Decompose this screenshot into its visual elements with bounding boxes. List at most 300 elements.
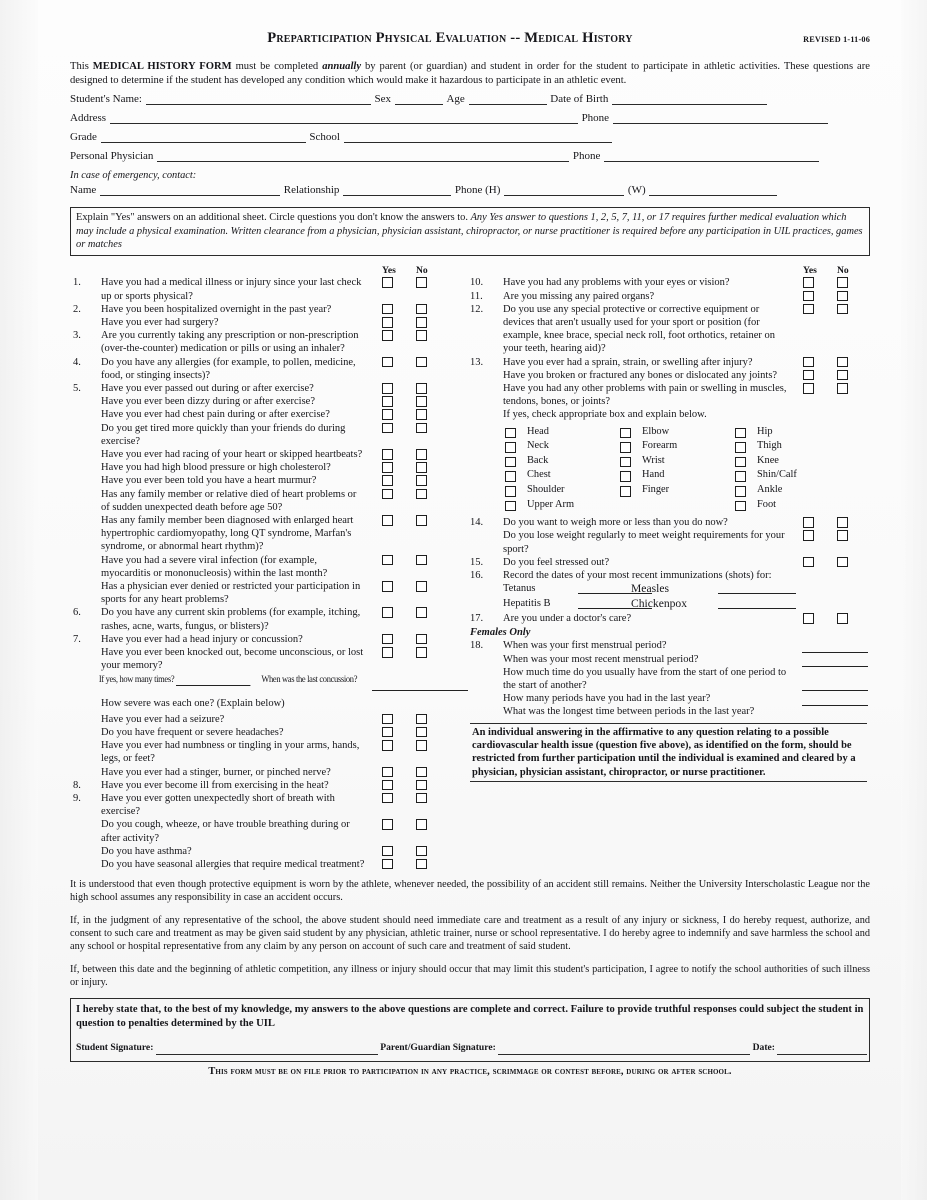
question-row: [70, 792, 470, 818]
question-row: [70, 303, 470, 316]
questions-right-column: [470, 265, 870, 871]
yes-checkbox[interactable]: [382, 489, 393, 500]
question-17-text: Are you under a doctor's care?: [503, 613, 632, 625]
no-checkbox[interactable]: [416, 819, 427, 830]
no-checkbox[interactable]: [416, 607, 427, 618]
question-17-yes-checkbox[interactable]: [803, 613, 814, 624]
question-row: [70, 408, 470, 421]
no-checkbox[interactable]: [416, 846, 427, 857]
immunizations-prompt: Record the dates of your most recent immunizations (shots) for:: [503, 570, 772, 582]
question-checkboxes: [382, 607, 472, 619]
question-text: If yes, check appropriate box and explain below.: [503, 409, 707, 421]
body-part-checkbox[interactable]: [620, 486, 631, 497]
student-signature-label: Student Signature:: [76, 1041, 154, 1053]
body-part-item[interactable]: [503, 439, 618, 454]
field-row-name: [70, 93, 870, 112]
body-part-checkbox[interactable]: [620, 457, 631, 468]
yes-checkbox[interactable]: [382, 449, 393, 460]
question-row: [470, 382, 870, 408]
body-part-checkbox[interactable]: [620, 442, 631, 453]
relationship-input[interactable]: [343, 184, 451, 196]
personal-physician-input[interactable]: [157, 150, 569, 162]
cardiovascular-note-box: An individual answering in the affirmative to any question relating to a possible cardiovascular health issue (question five above), as identified on the form, should be restricted from further participation until the individual is examined and cleared by a physician, physician assistant, chiropractor, or nurse practitioner.: [470, 723, 867, 783]
body-part-label: Ankle: [757, 484, 783, 496]
question-checkboxes: [382, 555, 472, 567]
yes-checkbox[interactable]: [382, 859, 393, 870]
legal-paragraph-1: It is understood that even though protective equipment is worn by the athlete, whenever needed, the possibility of an accident still remains. Neither the University Interscholastic League nor the high school assumes any responsibility in case an accident occurs.: [70, 879, 870, 904]
concussion-howmany-input[interactable]: [176, 675, 250, 686]
body-part-item[interactable]: [618, 483, 733, 498]
yes-checkbox[interactable]: [803, 277, 814, 288]
question-17-number: 17.: [470, 613, 484, 625]
yes-checkbox[interactable]: [382, 846, 393, 857]
question-row: [470, 290, 870, 303]
yes-checkbox[interactable]: [803, 304, 814, 315]
no-checkbox[interactable]: [837, 370, 848, 381]
question-text: Do you want to weigh more or less than you do now?: [503, 517, 728, 529]
yes-checkbox[interactable]: [382, 581, 393, 592]
no-checkbox[interactable]: [837, 557, 848, 568]
students-name-input[interactable]: [146, 93, 371, 105]
page-title: Preparticipation Physical Evaluation -- Medical History: [267, 30, 633, 46]
question-text: Have you ever had chest pain during or after exercise?: [101, 409, 330, 421]
question-row: [70, 606, 470, 632]
left-yes-label: Yes: [382, 265, 396, 277]
date-label: Date:: [752, 1041, 775, 1053]
field-row-emergency-name: [70, 184, 870, 203]
yes-checkbox[interactable]: [382, 357, 393, 368]
question-row: [70, 739, 470, 765]
body-part-label: Forearm: [642, 440, 678, 452]
yes-checkbox[interactable]: [803, 291, 814, 302]
question-row: [70, 633, 470, 646]
question-18-row: [470, 666, 870, 692]
question-checkboxes: [382, 515, 472, 527]
question-checkboxes: [382, 647, 472, 659]
question-number: 8.: [73, 779, 81, 791]
body-part-label: Elbow: [642, 425, 670, 437]
question-text: Has any family member or relative died of heart problems or of sudden unexpected death before age 50?: [101, 488, 357, 513]
question-number: 5.: [73, 383, 81, 395]
sex-input[interactable]: [395, 93, 443, 105]
no-checkbox[interactable]: [416, 714, 427, 725]
no-checkbox[interactable]: [416, 555, 427, 566]
question-text: Have you ever had a seizure?: [101, 713, 225, 725]
question-row: [70, 382, 470, 395]
question-checkboxes: [803, 530, 893, 542]
body-part-column: [733, 425, 848, 513]
question-row: [70, 845, 470, 858]
yes-checkbox[interactable]: [382, 396, 393, 407]
question-checkboxes: [382, 767, 472, 779]
question-18-list: [470, 639, 870, 718]
yes-checkbox[interactable]: [803, 383, 814, 394]
no-checkbox[interactable]: [416, 317, 427, 328]
body-part-checkbox[interactable]: [505, 486, 516, 497]
body-part-label: Foot: [757, 498, 777, 510]
phone-label: Phone: [581, 112, 610, 125]
question-row: [70, 395, 470, 408]
phone-input[interactable]: [613, 112, 828, 124]
no-checkbox[interactable]: [416, 449, 427, 460]
question-18-text: When was your most recent menstrual period?: [503, 653, 699, 665]
question-checkboxes: [382, 859, 472, 871]
no-checkbox[interactable]: [416, 383, 427, 394]
intro-form-name: MEDICAL HISTORY FORM: [92, 61, 232, 72]
question-number: 4.: [73, 356, 81, 368]
question-text: Have you ever been knocked out, become unconscious, or lost your memory?: [101, 647, 364, 672]
question-text: Do you have seasonal allergies that require medical treatment?: [101, 858, 365, 870]
dob-input[interactable]: [612, 93, 767, 105]
body-part-item[interactable]: [733, 454, 848, 469]
question-checkboxes: [382, 793, 472, 805]
concussion-whenlast-label: When was the last concussion?: [261, 673, 358, 684]
question-text: Have you had any other problems with pain or swelling in muscles, tendons, bones, or joints?: [503, 383, 787, 408]
question-checkboxes: [382, 727, 472, 739]
body-part-checkbox[interactable]: [735, 486, 746, 497]
no-checkbox[interactable]: [416, 462, 427, 473]
question-text: Have you ever been told you have a heart murmur?: [101, 475, 317, 487]
body-part-label: Wrist: [642, 454, 665, 466]
intro-text-c: by parent (or guardian) and student in order for the student to participate in athletic activities. These questions are designed to determine if the student has developed any condition which would make it hazardous to participate in an athletic event.: [70, 61, 870, 86]
yes-checkbox[interactable]: [382, 409, 393, 420]
contact-name-label: Name: [70, 184, 97, 197]
body-part-checkbox[interactable]: [735, 471, 746, 482]
no-checkbox[interactable]: [416, 330, 427, 341]
body-part-checkbox[interactable]: [505, 501, 516, 512]
yes-checkbox[interactable]: [382, 555, 393, 566]
question-row: [70, 356, 470, 382]
question-row: [70, 461, 470, 474]
body-part-item[interactable]: [503, 425, 618, 440]
yes-checkbox[interactable]: [382, 423, 393, 434]
question-text: Have you ever had surgery?: [101, 317, 219, 329]
explain-plain-text: Explain "Yes" answers on an additional sheet. Circle questions you don't know the answers to.: [76, 212, 471, 224]
body-part-item[interactable]: [618, 425, 733, 440]
no-checkbox[interactable]: [837, 357, 848, 368]
question-checkboxes: [382, 409, 472, 421]
intro-text-b: must be completed: [231, 61, 323, 72]
question-18-answer-input[interactable]: [802, 680, 868, 691]
question-checkboxes: [382, 780, 472, 792]
yes-checkbox[interactable]: [382, 515, 393, 526]
question-checkboxes: [382, 462, 472, 474]
concussion-severity-label: How severe was each one? (Explain below): [101, 697, 285, 709]
yes-checkbox[interactable]: [382, 607, 393, 618]
no-checkbox[interactable]: [416, 515, 427, 526]
females-only-heading: Females Only: [470, 627, 531, 639]
yes-checkbox[interactable]: [803, 557, 814, 568]
contact-name-input[interactable]: [100, 184, 280, 196]
question-18-text: How much time do you usually have from the start of one period to the start of another?: [503, 666, 787, 692]
no-checkbox[interactable]: [416, 357, 427, 368]
left-question-list-1: [70, 265, 470, 672]
body-part-checkbox[interactable]: [620, 471, 631, 482]
attestation-text: I hereby state that, to the best of my knowledge, my answers to the above questions are complete and correct. Failure to provide truthful responses could subject the student in question to penalties determined by the UIL: [76, 1004, 864, 1030]
question-row: [70, 554, 470, 580]
address-label: Address: [70, 112, 107, 125]
question-checkboxes: [803, 517, 893, 529]
revision-date: REVISED 1-11-06: [803, 35, 870, 44]
yes-checkbox[interactable]: [382, 819, 393, 830]
question-row: [70, 818, 470, 844]
yes-checkbox[interactable]: [382, 304, 393, 315]
question-text: Do you have any current skin problems (for example, itching, rashes, acne, warts, fungus, or blisters)?: [101, 607, 361, 632]
immunizations-number: 16.: [470, 570, 484, 582]
body-part-label: Shoulder: [527, 484, 565, 496]
no-checkbox[interactable]: [416, 740, 427, 751]
yes-checkbox[interactable]: [382, 277, 393, 288]
yes-checkbox[interactable]: [382, 714, 393, 725]
question-row: [70, 514, 470, 554]
body-part-column: [618, 425, 733, 513]
title-row: [70, 30, 870, 54]
yes-checkbox[interactable]: [382, 462, 393, 473]
question-row: [70, 766, 470, 779]
grade-label: Grade: [70, 131, 97, 144]
date-input[interactable]: [777, 1043, 867, 1055]
yes-checkbox[interactable]: [382, 634, 393, 645]
intro-paragraph: [70, 60, 870, 87]
yes-checkbox[interactable]: [382, 475, 393, 486]
question-number: 2.: [73, 303, 81, 315]
yes-checkbox[interactable]: [803, 530, 814, 541]
field-row-physician: [70, 150, 870, 169]
no-checkbox[interactable]: [416, 767, 427, 778]
no-checkbox[interactable]: [416, 277, 427, 288]
attestation-box: [70, 998, 870, 1062]
no-checkbox[interactable]: [416, 489, 427, 500]
body-part-item[interactable]: [503, 468, 618, 483]
question-text: Have you been hospitalized overnight in the past year?: [101, 303, 332, 315]
question-text: Do you have frequent or severe headaches?: [101, 726, 284, 738]
age-input[interactable]: [469, 93, 547, 105]
question-checkboxes: [382, 489, 472, 501]
no-checkbox[interactable]: [837, 383, 848, 394]
body-part-checkbox[interactable]: [735, 428, 746, 439]
body-part-item[interactable]: [733, 425, 848, 440]
question-18-row: [470, 692, 870, 705]
chickenpox-input[interactable]: [718, 597, 796, 609]
yes-checkbox[interactable]: [803, 357, 814, 368]
yes-checkbox[interactable]: [382, 727, 393, 738]
no-checkbox[interactable]: [416, 581, 427, 592]
no-checkbox[interactable]: [416, 727, 427, 738]
no-checkbox[interactable]: [837, 304, 848, 315]
concussion-detail-row: [70, 673, 442, 686]
question-number: 12.: [470, 303, 484, 315]
yes-checkbox[interactable]: [382, 793, 393, 804]
question-checkboxes: [803, 304, 893, 316]
body-part-item[interactable]: [503, 483, 618, 498]
question-text: Do you have asthma?: [101, 845, 192, 857]
no-checkbox[interactable]: [416, 304, 427, 315]
legal-paragraph-3: If, between this date and the beginning of athletic competition, any illness or injury should occur that may limit this student's participation, I agree to notify the school authorities of such illness or injury.: [70, 963, 870, 988]
question-row: [70, 448, 470, 461]
hepatitis-b-label: Hepatitis B: [503, 598, 551, 610]
question-number: 11.: [470, 290, 483, 302]
no-checkbox[interactable]: [416, 409, 427, 420]
question-row: [70, 422, 470, 448]
question-checkboxes: [382, 475, 472, 487]
body-part-checkbox[interactable]: [505, 471, 516, 482]
body-part-item[interactable]: [618, 468, 733, 483]
body-part-checkbox[interactable]: [505, 457, 516, 468]
question-number: 3.: [73, 330, 81, 342]
body-part-item[interactable]: [503, 498, 618, 513]
yes-checkbox[interactable]: [382, 647, 393, 658]
body-part-checkbox[interactable]: [620, 428, 631, 439]
question-text: Do you feel stressed out?: [503, 556, 610, 568]
phone-h-label: Phone (H): [454, 184, 501, 197]
no-checkbox[interactable]: [837, 530, 848, 541]
question-text: Do you lose weight regularly to meet weight requirements for your sport?: [503, 530, 785, 555]
no-checkbox[interactable]: [416, 647, 427, 658]
no-checkbox[interactable]: [837, 517, 848, 528]
no-checkbox[interactable]: [416, 859, 427, 870]
question-checkboxes: [803, 277, 893, 289]
question-text: Are you missing any paired organs?: [503, 290, 655, 302]
body-part-item[interactable]: [733, 498, 848, 513]
question-number: 6.: [73, 607, 81, 619]
intro-annually: annually: [322, 61, 362, 72]
body-part-checkbox[interactable]: [735, 501, 746, 512]
question-checkboxes: [803, 291, 893, 303]
question-18-text: What was the longest time between periods in the last year?: [503, 706, 755, 718]
body-part-checkbox[interactable]: [735, 457, 746, 468]
yes-checkbox[interactable]: [382, 383, 393, 394]
injury-body-part-grid: [503, 425, 848, 513]
question-checkboxes: [382, 449, 472, 461]
immunization-row-tetanus-measles: [503, 582, 870, 597]
question-row: [70, 858, 470, 871]
body-part-label: Back: [527, 454, 549, 466]
question-text: Have you had a medical illness or injury since your last check up or sports physical?: [101, 277, 362, 302]
question-text: Have you ever had a sprain, strain, or swelling after injury?: [503, 356, 753, 368]
no-checkbox[interactable]: [416, 396, 427, 407]
field-row-grade: [70, 131, 870, 150]
no-checkbox[interactable]: [416, 780, 427, 791]
body-part-checkbox[interactable]: [505, 442, 516, 453]
concussion-whenlast-input[interactable]: [372, 690, 468, 691]
question-checkboxes: [382, 423, 472, 435]
students-name-label: Student's Name:: [70, 93, 142, 106]
student-signature-input[interactable]: [156, 1043, 378, 1055]
question-checkboxes: [382, 317, 472, 329]
question-number: 14.: [470, 517, 484, 529]
yes-checkbox[interactable]: [382, 767, 393, 778]
question-text: Do you have any allergies (for example, to pollen, medicine, food, or stinging insects)?: [101, 356, 356, 381]
question-checkboxes: [803, 383, 893, 395]
body-part-checkbox[interactable]: [505, 428, 516, 439]
no-checkbox[interactable]: [837, 277, 848, 288]
question-checkboxes: [803, 557, 893, 569]
questions-area: [70, 265, 870, 871]
measles-input[interactable]: [718, 582, 796, 594]
question-text: Have you ever had a stinger, burner, or pinched nerve?: [101, 766, 331, 778]
emergency-contact-heading: [70, 169, 870, 184]
question-17-no-checkbox[interactable]: [837, 613, 848, 624]
grade-input[interactable]: [101, 131, 306, 143]
explain-instructions-box: [70, 207, 870, 256]
no-checkbox[interactable]: [837, 291, 848, 302]
body-part-item[interactable]: [618, 454, 733, 469]
no-checkbox[interactable]: [416, 423, 427, 434]
question-text: Do you get tired more quickly than your friends do during exercise?: [101, 422, 346, 447]
right-question-list-1: [470, 265, 870, 421]
question-text: Have you ever become ill from exercising in the heat?: [101, 779, 329, 791]
phone-w-input[interactable]: [649, 184, 777, 196]
right-question-list-2: [470, 512, 870, 569]
question-17-checkboxes: [803, 613, 893, 625]
yes-checkbox[interactable]: [382, 740, 393, 751]
body-part-label: Hip: [757, 425, 773, 437]
no-checkbox[interactable]: [416, 793, 427, 804]
yes-checkbox[interactable]: [382, 780, 393, 791]
field-row-address: [70, 112, 870, 131]
question-text: Are you currently taking any prescription or non-prescription (over-the-counter) medication or pills or using an inhaler?: [101, 330, 359, 355]
question-row: [470, 408, 870, 421]
physician-phone-input[interactable]: [604, 150, 819, 162]
sex-label: Sex: [374, 93, 391, 106]
question-number: 10.: [470, 277, 484, 289]
body-part-item[interactable]: [503, 454, 618, 469]
body-part-item[interactable]: [733, 439, 848, 454]
concussion-howmany-label: If yes, how many times?: [98, 673, 175, 684]
question-checkboxes: [382, 819, 472, 831]
yes-checkbox[interactable]: [382, 317, 393, 328]
question-text: Has a physician ever denied or restricted your participation in sports for any heart problems?: [101, 581, 361, 606]
question-row: [470, 369, 870, 382]
question-row: [70, 779, 470, 792]
question-row: [470, 529, 870, 555]
yes-checkbox[interactable]: [382, 330, 393, 341]
address-input[interactable]: [110, 112, 578, 124]
no-checkbox[interactable]: [416, 634, 427, 645]
question-checkboxes: [382, 330, 472, 342]
question-text: Have you broken or fractured any bones or dislocated any joints?: [503, 369, 778, 381]
question-checkboxes: [382, 634, 472, 646]
phone-w-label: (W): [627, 184, 646, 197]
body-part-label: Head: [527, 425, 549, 437]
question-text: Have you ever passed out during or after exercise?: [101, 383, 314, 395]
phone-h-input[interactable]: [504, 184, 624, 196]
body-part-item[interactable]: [733, 468, 848, 483]
no-checkbox[interactable]: [416, 475, 427, 486]
parent-signature-input[interactable]: [498, 1043, 750, 1055]
body-part-checkbox[interactable]: [735, 442, 746, 453]
question-checkboxes: [382, 277, 472, 289]
body-part-item[interactable]: [618, 439, 733, 454]
question-17: [470, 612, 870, 625]
school-input[interactable]: [344, 131, 612, 143]
yes-checkbox[interactable]: [803, 370, 814, 381]
body-part-label: Knee: [757, 454, 779, 466]
question-row: [70, 646, 470, 672]
measles-label: Measles: [631, 582, 669, 596]
question-18-text: How many periods have you had in the last year?: [503, 693, 711, 705]
right-yes-label: Yes: [803, 265, 817, 277]
yes-checkbox[interactable]: [803, 517, 814, 528]
question-row: [470, 556, 870, 569]
immunization-row-hepb-chickenpox: [503, 597, 870, 612]
question-checkboxes: [382, 396, 472, 408]
question-number: 13.: [470, 356, 484, 368]
explain-italic-text: Any Yes answer to questions 1, 2, 5, 7, 11, or 17 requires further medical evaluation which may include a physical examination. Written clearance from a physician, physician assistant, chiropractor, or nurse practitioner is required before any participation in UIL practices, games or matches: [76, 212, 863, 250]
question-row: [470, 276, 870, 289]
body-part-item[interactable]: [733, 483, 848, 498]
question-text: Have you ever had racing of your heart or skipped heartbeats?: [101, 449, 363, 461]
